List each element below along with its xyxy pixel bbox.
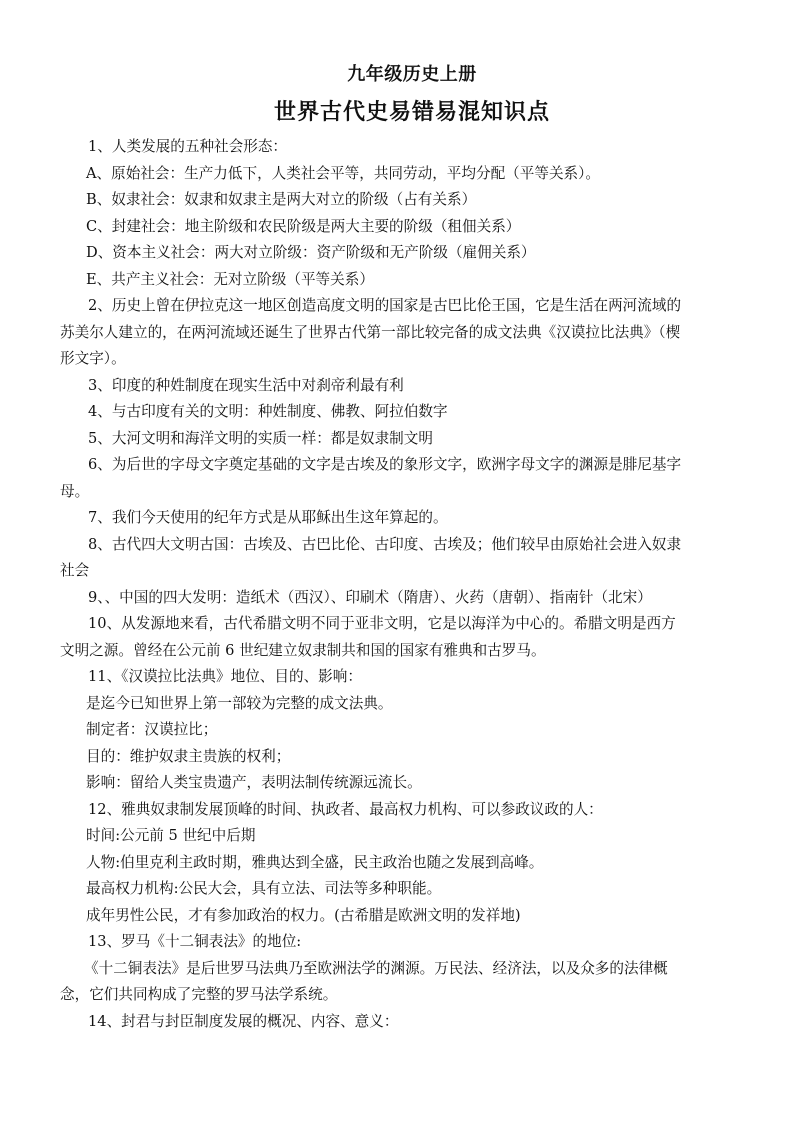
line-2b: 苏美尔人建立的，在两河流域还诞生了世界古代第一部比较完备的成文法典《汉谟拉比法典》（楔 — [60, 323, 681, 341]
line-11-purpose: 目的：维护奴隶主贵族的权利； — [86, 747, 291, 765]
line-2c: 形文字）。 — [60, 350, 126, 367]
line-1-heading: 1、人类发展的五种社会形态： — [88, 138, 288, 155]
document-subtitle: 世界古代史易错易混知识点 — [273, 100, 550, 125]
line-12-person: 人物:伯里克利主政时期，雅典达到全盛，民主政治也随之发展到高峰。 — [86, 853, 544, 871]
line-13-heading: 13、罗马《十二铜表法》的地位: — [88, 933, 302, 950]
document-page — [60, 62, 736, 1035]
line-1c: C、封建社会：地主阶级和农民阶级是两大主要的阶级（租佃关系） — [86, 217, 521, 235]
line-6b: 母。 — [60, 482, 90, 500]
line-3: 3、印度的种姓制度在现实生活中对刹帝利最有利 — [88, 376, 404, 394]
line-11-maker: 制定者：汉谟拉比； — [86, 721, 218, 738]
line-11-heading: 11、《汉谟拉比法典》地位、目的、影响： — [88, 668, 362, 685]
line-5: 5、大河文明和海洋文明的实质一样：都是奴隶制文明 — [88, 429, 433, 447]
line-1a: A、原始社会：生产力低下，人类社会平等，共同劳动，平均分配（平等关系）。 — [86, 164, 601, 182]
line-6a: 6、为后世的字母文字奠定基础的文字是古埃及的象形文字，欧洲字母文字的渊源是腓尼基字 — [88, 456, 682, 473]
line-1b: B、奴隶社会：奴隶和奴隶主是两大对立的阶级（占有关系） — [86, 191, 477, 208]
line-10b: 文明之源。曾经在公元前 6 世纪建立奴隶制共和国的国家有雅典和古罗马。 — [60, 641, 546, 659]
line-4: 4、与古印度有关的文明：种姓制度、佛教、阿拉伯数字 — [88, 403, 448, 420]
line-7: 7、我们今天使用的纪年方式是从耶稣出生这年算起的。 — [88, 509, 448, 526]
line-12-citizens: 成年男性公民，才有参加政治的权力。(古希腊是欧洲文明的发祥地) — [86, 906, 521, 924]
line-11-status: 是迄今已知世界上第一部较为完整的成文法典。 — [86, 694, 393, 712]
line-8a: 8、古代四大文明古国：古埃及、古巴比伦、古印度、古埃及；他们较早由原始社会进入奴隶 — [88, 535, 682, 553]
line-8b: 社会 — [60, 562, 90, 579]
line-12-heading: 12、雅典奴隶制发展顶峰的时间、执政者、最高权力机构、可以参政议政的人： — [88, 800, 603, 818]
line-12-authority: 最高权力机构:公民大会，具有立法、司法等多种职能。 — [86, 880, 442, 897]
line-10a: 10、从发源地来看，古代希腊文明不同于亚非文明，它是以海洋为中心的。希腊文明是西方 — [88, 615, 676, 632]
line-9: 9、、中国的四大发明：造纸术（西汉）、印刷术（隋唐）、火药（唐朝）、指南针（北宋） — [88, 588, 652, 606]
line-2a: 2、历史上曾在伊拉克这一地区创造高度文明的国家是古巴比伦王国，它是生活在两河流域的 — [88, 297, 682, 314]
line-12-time: 时间:公元前 5 世纪中后期 — [86, 827, 256, 844]
document-body — [60, 134, 736, 1035]
line-14-heading: 14、封君与封臣制度发展的概况、内容、意义： — [88, 1012, 399, 1030]
line-13a: 《十二铜表法》是后世罗马法典乃至欧洲法学的渊源。万民法、经济法，以及众多的法律概 — [84, 959, 668, 977]
line-13b: 念，它们共同构成了完整的罗马法学系统。 — [60, 986, 338, 1003]
line-1d: D、资本主义社会：两大对立阶级：资产阶级和无产阶级（雇佣关系） — [86, 244, 536, 261]
line-11-impact: 影响：留给人类宝贵遗产，表明法制传统源远流长。 — [86, 774, 422, 791]
line-1e: E、共产主义社会：无对立阶级（平等关系） — [86, 270, 374, 288]
document-title: 九年级历史上册 — [347, 64, 477, 85]
